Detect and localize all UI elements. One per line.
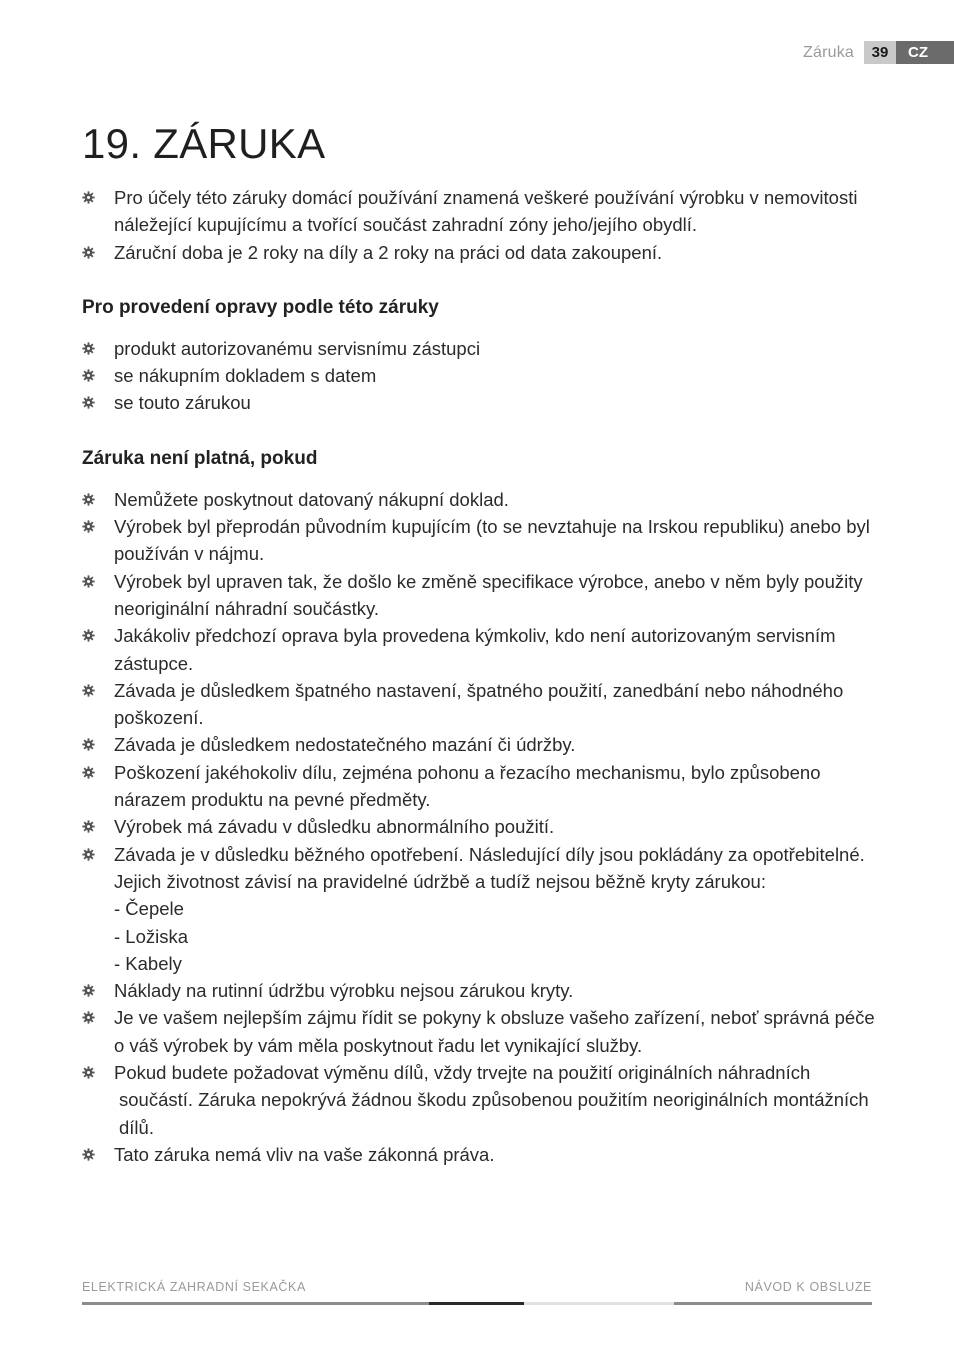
list-item: Náklady na rutinní údržbu výrobku nejsou zárukou kryty. [82, 977, 882, 1004]
gear-bullet-icon [82, 766, 95, 779]
footer-bar-light [524, 1302, 674, 1305]
page-header [803, 41, 954, 64]
list-item: Závada je důsledkem nedostatečného mazání či údržby. [82, 731, 882, 758]
wear-part: - Kabely [114, 952, 182, 974]
footer-bar-grey-right [674, 1302, 872, 1305]
list-item: Záruční doba je 2 roky na díly a 2 roky na práci od data zakoupení. [82, 239, 882, 266]
gear-bullet-icon [82, 1148, 95, 1161]
list-item: Závada je v důsledku běžného opotřebení. Následující díly jsou pokládány za opotřebitelné. Jejich životnost závisí na pravidelné údržbě a tudíž nejsou běžně kryty zárukou: - Čepele - Ložiska - Kabely [82, 841, 882, 977]
gear-bullet-icon [82, 191, 95, 204]
footer-bar-grey-left [82, 1302, 429, 1305]
gear-bullet-icon [82, 984, 95, 997]
gear-bullet-icon [82, 1066, 95, 1079]
gear-bullet-icon [82, 1011, 95, 1024]
footer-bar-dark [429, 1302, 524, 1305]
language-tab: CZ [896, 41, 954, 64]
repair-heading: Pro provedení opravy podle této záruky [82, 296, 439, 318]
list-item: Výrobek byl přeprodán původním kupujícím (to se nevztahuje na Irskou republiku) anebo byl používán v nájmu. [82, 513, 882, 568]
list-item: Jakákoliv předchozí oprava byla provedena kýmkoliv, kdo není autorizovaným servisním zástupce. [82, 622, 882, 677]
list-item: se touto zárukou [82, 389, 882, 416]
page-title: 19. ZÁRUKA [82, 120, 326, 167]
invalid-heading: Záruka není platná, pokud [82, 447, 318, 469]
list-item: Závada je důsledkem špatného nastavení, špatného použití, zanedbání nebo náhodného poškození. [82, 677, 882, 732]
main-content [82, 118, 882, 1168]
wear-part: - Ložiska [114, 925, 189, 947]
repair-list [82, 335, 882, 417]
list-item: Pro účely této záruky domácí používání znamená veškeré používání výrobku v nemovitosti náležející kupujícímu a tvořící součást zahradní zóny jeho/jejího obydlí. [82, 184, 882, 239]
gear-bullet-icon [82, 520, 95, 533]
intro-list [82, 184, 882, 266]
wear-part: - Čepele [114, 898, 184, 920]
gear-bullet-icon [82, 575, 95, 588]
gear-bullet-icon [82, 684, 95, 697]
invalid-list [82, 486, 882, 1168]
list-item: se nákupním dokladem s datem [82, 362, 882, 389]
page-number: 39 [864, 41, 896, 64]
list-item: Poškození jakéhokoliv dílu, zejména pohonu a řezacího mechanismu, bylo způsobeno nárazem produktu na pevné předměty. [82, 759, 882, 814]
gear-bullet-icon [82, 396, 95, 409]
list-item: Je ve vašem nejlepším zájmu řídit se pokyny k obsluze vašeho zařízení, neboť správná péče o váš výrobek by vám měla poskytnout řadu let vynikající služby. [82, 1004, 882, 1059]
gear-bullet-icon [82, 369, 95, 382]
list-item: produkt autorizovanému servisnímu zástupci [82, 335, 882, 362]
footer-manual-label: NÁVOD K OBSLUZE [744, 1280, 872, 1294]
list-item: Pokud budete požadovat výměnu dílů, vždy trvejte na použití originálních náhradních součástí. Záruka nepokrývá žádnou škodu způsobenou použitím neoriginálních montážních dílů. [82, 1059, 882, 1141]
gear-bullet-icon [82, 342, 95, 355]
header-section-title: Záruka [803, 44, 854, 61]
gear-bullet-icon [82, 738, 95, 751]
list-item: Výrobek má závadu v důsledku abnormálního použití. [82, 813, 882, 840]
list-item: Výrobek byl upraven tak, že došlo ke změně specifikace výrobce, anebo v něm byly použity neoriginální náhradní součástky. [82, 568, 882, 623]
list-item: Nemůžete poskytnout datovaný nákupní doklad. [82, 486, 882, 513]
gear-bullet-icon [82, 629, 95, 642]
gear-bullet-icon [82, 848, 95, 861]
list-item: Tato záruka nemá vliv na vaše zákonná práva. [82, 1141, 882, 1168]
gear-bullet-icon [82, 493, 95, 506]
gear-bullet-icon [82, 820, 95, 833]
footer-product-name: ELEKTRICKÁ ZAHRADNÍ SEKAČKA [82, 1280, 306, 1294]
gear-bullet-icon [82, 246, 95, 259]
